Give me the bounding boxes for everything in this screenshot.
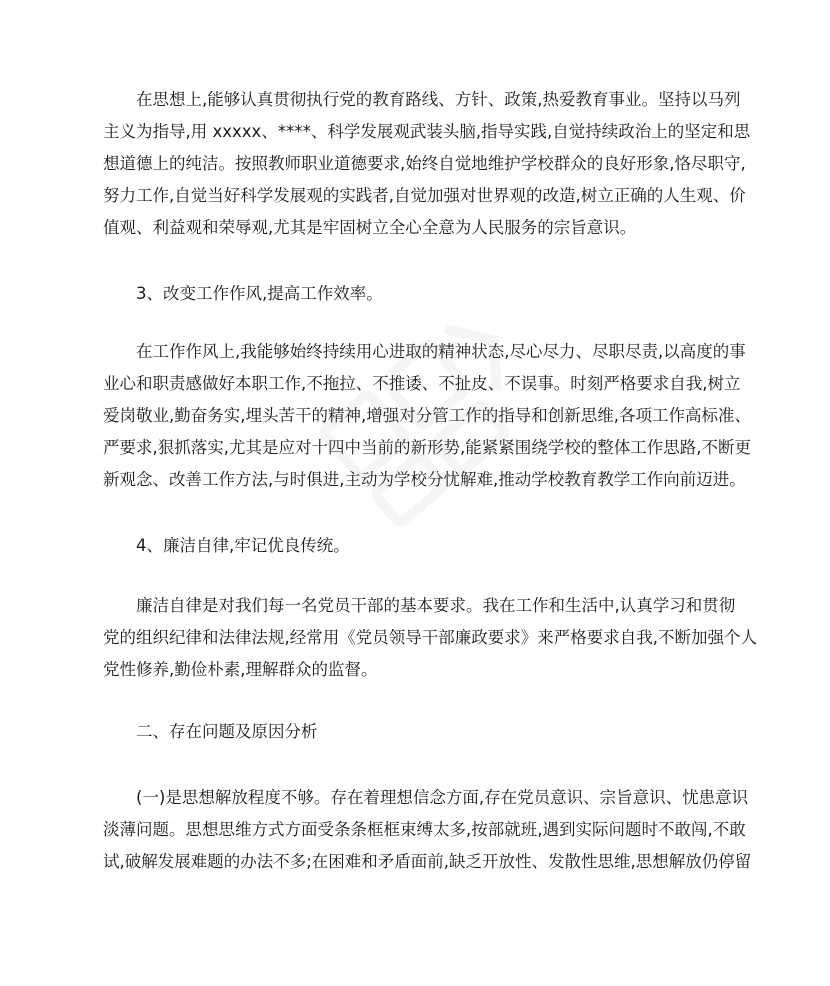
section-heading-3 <box>103 278 731 310</box>
heading-text: 4、廉洁自律,牢记优良传统。 <box>136 536 350 555</box>
section-heading-problems <box>103 716 731 748</box>
paragraph-work-style <box>103 336 751 496</box>
paragraph-problem-one <box>103 782 752 878</box>
text-line: 努力工作,自觉当好科学发展观的实践者,自觉加强对世界观的改造,树立正确的人生观、价 <box>103 186 746 205</box>
paragraph-ideology <box>103 84 751 244</box>
text-line: 严要求,狠抓落实,尤其是应对十四中当前的新形势,能紧紧围绕学校的整体工作思路,不断更 <box>103 438 751 457</box>
section-heading-4 <box>103 530 731 562</box>
text-line: 廉洁自律是对我们每一名党员干部的基本要求。我在工作和生活中,认真学习和贯彻 <box>136 596 736 615</box>
text-line: 想道德上的纯洁。按照教师职业道德要求,始终自觉地维护学校群众的良好形象,恪尽职守, <box>103 154 746 173</box>
text-line: 试,破解发展难题的办法不多;在困难和矛盾面前,缺乏开放性、发散性思维,思想解放仍停留 <box>103 852 752 871</box>
text-line: 业心和职责感做好本职工作,不拖拉、不推诿、不扯皮、不误事。时刻严格要求自我,树立 <box>103 374 741 393</box>
text-line: 党性修养,勤俭朴素,理解群众的监督。 <box>103 660 378 679</box>
paragraph-integrity <box>103 590 757 686</box>
text-line: 爱岗敬业,勤奋务实,埋头苦干的精神,增强对分管工作的指导和创新思维,各项工作高标准、 <box>103 406 751 425</box>
text-line: (一)是思想解放程度不够。存在着理想信念方面,存在党员意识、宗旨意识、忧患意识 <box>136 788 749 807</box>
text-line: 新观念、改善工作方法,与时俱进,主动为学校分忧解难,推动学校教育教学工作向前迈进。 <box>103 470 746 489</box>
text-line: 在工作作风上,我能够始终持续用心进取的精神状态,尽心尽力、尽职尽责,以高度的事 <box>136 342 746 361</box>
text-line: 主义为指导,用 xxxxx、****、科学发展观武装头脑,指导实践,自觉持续政治上的坚定和思 <box>103 122 751 141</box>
text-line: 值观、利益观和荣辱观,尤其是牢固树立全心全意为人民服务的宗旨意识。 <box>103 218 637 237</box>
heading-text: 3、改变工作作风,提高工作效率。 <box>136 284 383 303</box>
text-line: 在思想上,能够认真贯彻执行党的教育路线、方针、政策,热爱教育事业。坚持以马列 <box>136 90 741 109</box>
text-line: 党的组织纪律和法律法规,经常用《党员领导干部廉政要求》来严格要求自我,不断加强个人 <box>103 628 757 647</box>
text-line: 淡薄问题。思想思维方式方面受条条框框束缚太多,按部就班,遇到实际问题时不敢闯,不敢 <box>103 820 746 839</box>
heading-text: 二、存在问题及原因分析 <box>136 722 318 741</box>
